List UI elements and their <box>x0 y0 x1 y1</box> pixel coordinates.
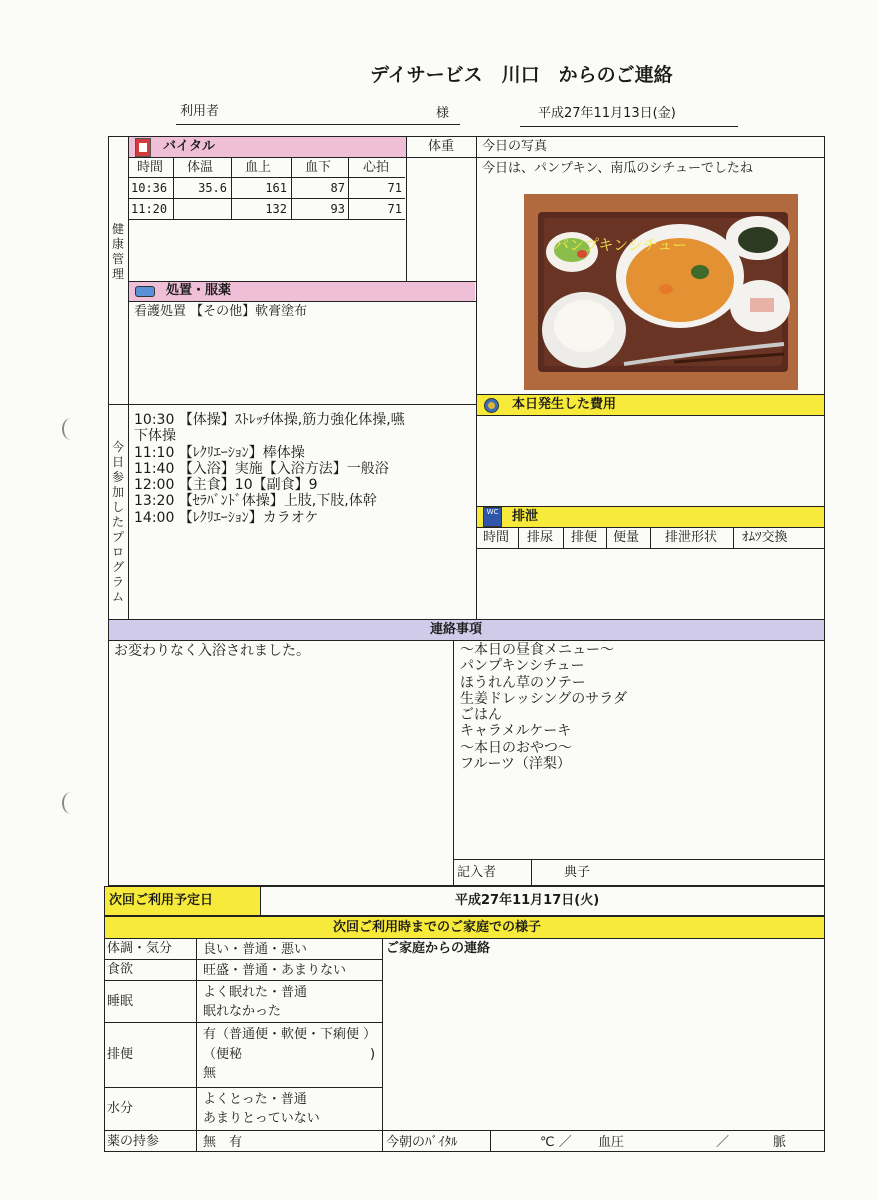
vital-header-bp-high: 血上 <box>245 160 272 175</box>
excretion-header-diaper: ｵﾑﾂ交換 <box>742 530 788 545</box>
home-label-divider <box>196 938 197 1152</box>
excretion-header-shape: 排泄形状 <box>665 530 718 545</box>
writer-name: 典子 <box>564 865 591 880</box>
bowel-options: （便秘 <box>203 1047 243 1062</box>
program-line: 13:20 【ｾﾗﾊﾞﾝﾄﾞ体操】上肢,下肢,体幹 <box>134 493 377 510</box>
treatment-header-line <box>128 301 476 302</box>
photo-header-line <box>476 157 825 158</box>
program-list <box>134 412 405 526</box>
health-side-label: 健康管理 <box>111 222 124 281</box>
home-header-line <box>104 938 825 939</box>
sama-label: 様 <box>436 106 450 121</box>
photo-label: 今日の写真 <box>482 139 548 154</box>
contact-divider <box>453 640 454 886</box>
bowel-label: 排便 <box>107 1047 134 1062</box>
expenses-title: 本日発生した費用 <box>512 397 617 412</box>
program-line: 12:00 【主食】10【副食】9 <box>134 477 318 494</box>
excretion-col-line <box>476 548 825 549</box>
punch-hole-mark <box>62 418 80 440</box>
water-label: 水分 <box>107 1101 134 1116</box>
bp-label: 血圧 <box>598 1135 625 1150</box>
meal-photo <box>524 194 798 390</box>
home-row-line <box>104 1022 382 1023</box>
vital-title: バイタル <box>163 139 216 154</box>
menu-line: フルーツ（洋梨） <box>460 756 571 773</box>
contact-title: 連絡事項 <box>430 622 483 637</box>
punch-hole-mark <box>62 792 80 814</box>
vital-cell: 132 <box>265 202 287 216</box>
program-line: 11:10 【ﾚｸﾘｴｰｼｮﾝ】棒体操 <box>134 444 305 461</box>
clipboard-icon <box>135 138 151 157</box>
user-label: 利用者 <box>180 104 220 119</box>
page-title: デイサービス 川口 からのご連絡 <box>370 64 673 86</box>
vital-cell: 11:20 <box>131 202 168 216</box>
vital-cell: 71 <box>387 181 402 195</box>
vital-cell: 93 <box>330 202 345 216</box>
medicine-icon <box>135 286 155 297</box>
medicine-options: 無 有 <box>203 1135 243 1150</box>
water-options: あまりとっていない <box>203 1111 320 1126</box>
treatment-text: 看護処置 【その他】軟膏塗布 <box>134 304 308 319</box>
sleep-options: よく眠れた・普通 <box>203 985 308 1000</box>
menu-line: 〜本日の昼食メニュー〜 <box>460 642 614 658</box>
temp-unit: ℃ ／ <box>540 1135 572 1150</box>
program-line: 下体操 <box>134 428 176 445</box>
morning-vital-divider <box>490 1130 491 1152</box>
bp-slash: ／ <box>716 1135 730 1150</box>
contact-message: お変わりなく入浴されました。 <box>114 643 310 659</box>
excretion-col-divider <box>650 527 651 548</box>
toilet-icon <box>483 507 502 527</box>
appetite-options: 旺盛・普通・あまりない <box>203 963 347 978</box>
home-row-line <box>104 980 382 981</box>
program-line: 14:00 【ﾚｸﾘｴｰｼｮﾝ】カラオケ <box>134 509 319 526</box>
weight-label: 体重 <box>428 139 455 154</box>
menu-line: パンプキンシチュー <box>460 658 585 675</box>
contact-header-line <box>108 640 825 641</box>
vital-cell: 71 <box>387 202 402 216</box>
program-side-label: 今日参加したプログラム <box>111 440 124 604</box>
vital-header-pulse: 心拍 <box>363 160 390 175</box>
menu-line: ほうれん草のソテー <box>460 674 586 691</box>
vital-cell: 161 <box>265 181 287 195</box>
sleep-label: 睡眠 <box>107 994 134 1009</box>
bowel-options: 有（普通便・軟便・下痢便 ） <box>203 1027 377 1042</box>
program-line: 11:40 【入浴】実施【入浴方法】一般浴 <box>134 460 389 477</box>
vital-header-time: 時間 <box>137 160 164 175</box>
date-underline <box>520 126 738 127</box>
excretion-header-urine: 排尿 <box>527 530 554 545</box>
bowel-options: 無 <box>203 1066 217 1081</box>
next-visit-label: 次回ご利用予定日 <box>109 893 214 908</box>
excretion-title: 排泄 <box>512 509 539 524</box>
writer-divider <box>531 859 532 886</box>
menu-list <box>460 642 627 772</box>
toilet-icon-label: WC <box>486 508 499 516</box>
family-contact-label: ご家庭からの連絡 <box>386 941 491 956</box>
vital-table <box>129 158 405 220</box>
menu-line: 生姜ドレッシングのサラダ <box>460 690 628 707</box>
next-visit-divider <box>260 886 261 916</box>
report-date: 平成27年11月13日(金) <box>538 106 676 121</box>
excretion-col-divider <box>733 527 734 548</box>
home-row-line <box>104 1130 825 1131</box>
home-row-line <box>104 1087 382 1088</box>
expenses-header-line <box>476 415 825 416</box>
morning-vital-label: 今朝のﾊﾞｲﾀﾙ <box>386 1135 458 1150</box>
excretion-col-divider <box>518 527 519 548</box>
home-title: 次回ご利用時までのご家庭での様子 <box>333 920 542 935</box>
appetite-label: 食欲 <box>107 962 134 977</box>
vital-cell: 87 <box>330 181 345 195</box>
excretion-header-stool: 排便 <box>571 530 598 545</box>
medicine-label: 薬の持参 <box>107 1134 160 1149</box>
weight-divider <box>406 136 407 281</box>
health-bottom-line <box>108 404 476 405</box>
next-visit-date: 平成27年11月17日(火) <box>455 893 600 908</box>
sleep-options: 眠れなかった <box>203 1004 282 1019</box>
condition-options: 良い・普通・悪い <box>203 942 308 957</box>
photo-caption: 今日は、パンプキン、南瓜のシチューでしたね <box>482 161 753 176</box>
condition-label: 体調・気分 <box>107 941 173 956</box>
coin-icon <box>484 398 499 413</box>
treatment-title: 処置・服薬 <box>166 283 232 298</box>
pulse-label: 脈 <box>773 1135 787 1150</box>
home-options-divider <box>382 938 383 1152</box>
writer-label: 記入者 <box>457 865 497 880</box>
photo-overlay-text: パンプキンシチュー <box>554 236 688 254</box>
vital-cell: 10:36 <box>131 181 168 195</box>
excretion-header-amount: 便量 <box>613 530 640 545</box>
vital-header-bp-low: 血下 <box>305 160 332 175</box>
excretion-col-divider <box>563 527 564 548</box>
writer-top-line <box>453 859 825 860</box>
vital-header-temp: 体温 <box>187 160 214 175</box>
menu-line: 〜本日のおやつ〜 <box>460 739 572 756</box>
excretion-col-divider <box>606 527 607 548</box>
bowel-options-paren: ) <box>370 1047 376 1062</box>
excretion-header-time: 時間 <box>483 530 510 545</box>
home-row-line <box>104 959 382 960</box>
vital-cell: 35.6 <box>198 181 227 195</box>
menu-line: ごはん <box>460 707 502 724</box>
water-options: よくとった・普通 <box>203 1092 307 1107</box>
program-line: 10:30 【体操】ｽﾄﾚｯﾁ体操,筋力強化体操,嚥 <box>134 412 405 428</box>
user-underline <box>176 124 460 125</box>
expenses-top-line <box>476 394 825 395</box>
menu-line: キャラメルケーキ <box>460 723 572 740</box>
